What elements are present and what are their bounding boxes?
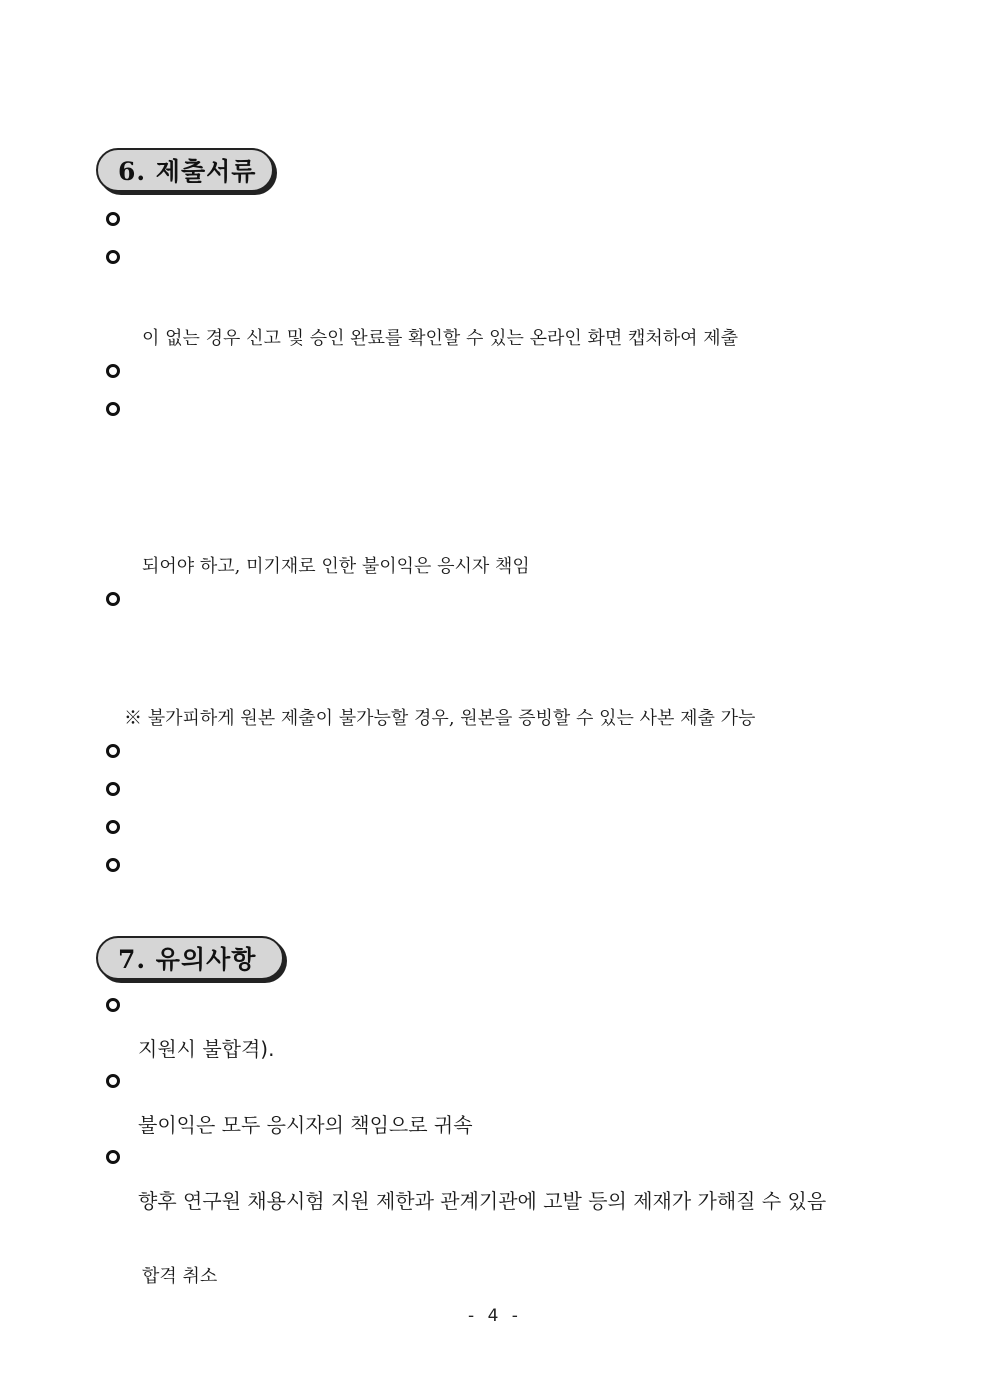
- list-item: [106, 852, 906, 890]
- sub-note: [122, 510, 902, 548]
- section-6-title: 6. 제출서류: [118, 157, 257, 186]
- list-item: [106, 396, 906, 434]
- sub-note: [122, 1220, 902, 1258]
- sub-note: [122, 282, 902, 320]
- circle-bullet-icon: [106, 858, 120, 872]
- item-continuation: [138, 1030, 274, 1068]
- item-continuation: [138, 1182, 826, 1220]
- list-item: [106, 776, 906, 814]
- item-text: 불이익은 모두 응시자의 책임으로 귀속: [138, 1113, 473, 1137]
- circle-bullet-icon: [106, 592, 120, 606]
- list-item: [106, 1144, 906, 1182]
- list-item: [106, 992, 906, 1030]
- sub-note-text: 되어야 하고, 미기재로 인한 불이익은 응시자 책임: [142, 556, 530, 577]
- sub-note-continuation: [142, 320, 738, 358]
- circle-bullet-icon: [106, 212, 120, 226]
- circle-bullet-icon: [106, 364, 120, 378]
- sub-note-continuation: [142, 548, 530, 586]
- sub-note: [122, 434, 902, 472]
- sub-note: [122, 472, 902, 510]
- sub-note-continuation: [142, 1258, 217, 1296]
- sub-note: [122, 662, 902, 700]
- circle-bullet-icon: [106, 250, 120, 264]
- list-item: [106, 206, 906, 244]
- sub-note-text: 이 없는 경우 신고 및 승인 완료를 확인할 수 있는 온라인 화면 캡처하여 제출: [142, 328, 739, 349]
- circle-bullet-icon: [106, 820, 120, 834]
- circle-bullet-icon: [106, 782, 120, 796]
- list-item: [106, 738, 906, 776]
- list-item: [106, 586, 906, 624]
- special-note: ※ 불가피하게 원본 제출이 불가능할 경우, 원본을 증빙할 수 있는 사본 제출 가능: [124, 708, 756, 729]
- circle-bullet-icon: [106, 998, 120, 1012]
- item-text: 향후 연구원 채용시험 지원 제한과 관계기관에 고발 등의 제재가 가해질 수 있음: [138, 1189, 827, 1213]
- list-item: [106, 358, 906, 396]
- circle-bullet-icon: [106, 402, 120, 416]
- list-item: [106, 244, 906, 282]
- sub-note: [122, 624, 902, 662]
- circle-bullet-icon: [106, 1150, 120, 1164]
- page-number: - 4 -: [468, 1306, 522, 1326]
- item-text: 지원시 불합격).: [138, 1037, 275, 1061]
- list-item: [106, 1068, 906, 1106]
- circle-bullet-icon: [106, 744, 120, 758]
- circle-bullet-icon: [106, 1074, 120, 1088]
- section-7-title: 7. 유의사항: [118, 945, 257, 974]
- sub-note-text: 합격 취소: [142, 1266, 218, 1287]
- list-item: [106, 814, 906, 852]
- item-continuation: [138, 1106, 473, 1144]
- section-7-heading: [96, 936, 284, 980]
- section-6-heading: [96, 148, 274, 192]
